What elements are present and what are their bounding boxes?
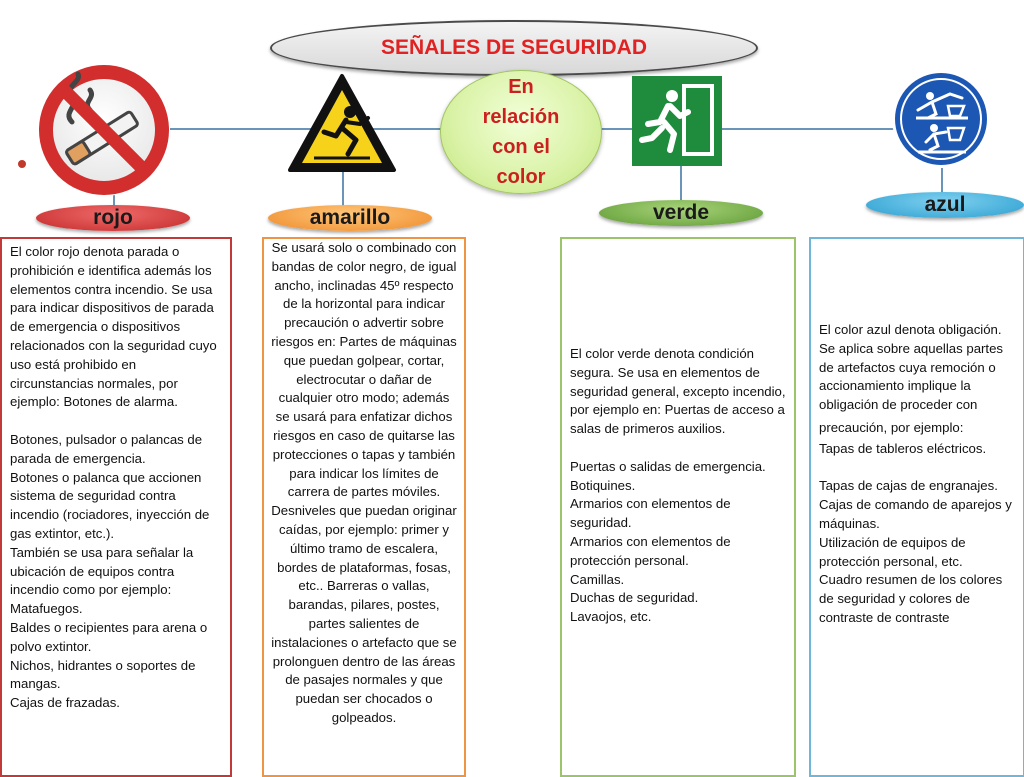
label-rojo-text: rojo [93, 206, 133, 229]
connector-line-verde [680, 166, 682, 202]
center-node [440, 70, 602, 194]
verde-description: El color verde denota condición segura. Se usa en elementos de seguridad general, excepto incendio, por ejemplo en: Puertas de acceso a salas de primeros auxilios. [570, 346, 786, 437]
bullet-dot [18, 160, 26, 168]
amarillo-description: Se usará solo o combinado con bandas de color negro, de igual ancho, inclinadas 45º respecto de la horizontal para indicar precaución o advertir sobre riesgos en: Partes de máquinas que puedan golpear, cortar, electrocutar o dañar de cualquier otro modo; además se usará para enfatizar dichos riesgos en caso de quitarse las protecciones o tapas y también para indicar los límites de carrera de partes móviles. Desniveles que puedan originar caídas, por ejemplo: primer y último tramo de escalera, bordes de plataformas, fosas, etc.. Barreras o vallas, barandas, pilares, postes, partes salientes de instalaciones o artefacto que se prolonguen dentro de las áreas de pasajes normales y que puedan ser chocados o golpeados. [271, 240, 457, 725]
diagram-title-text: SEÑALES DE SEGURIDAD [380, 36, 648, 59]
label-rojo [36, 205, 190, 231]
label-azul [866, 192, 1024, 218]
rojo-description: El color rojo denota parada o prohibición e identifica además los elementos contra incendio. Se usa para indicar dispositivos de parada de emergencia o dispositivos relacionados con la seguridad cuyo uso está prohibido en circunstancias normales, por ejemplo: Botones de alarma. [10, 244, 217, 410]
no-smoking-icon [34, 60, 174, 200]
box-azul [809, 237, 1024, 777]
connector-line-azul [941, 168, 943, 194]
emergency-exit-icon [632, 76, 722, 166]
azul-examples: Tapas de cajas de engranajes. Cajas de comando de aparejos y máquinas. Utilización de equipos de protección personal, etc. Cuadro resumen de los colores de seguridad y colores de contraste de contraste [819, 478, 1012, 625]
verde-examples: Puertas o salidas de emergencia. Botiquines. Armarios con elementos de seguridad. Armarios con elementos de protección personal. Camillas. Duchas de seguridad. Lavaojos, etc. [570, 458, 766, 625]
center-node-text: En relación con el color [482, 76, 560, 188]
azul-example-1: Tapas de tableros eléctricos. [819, 440, 987, 456]
label-verde-text: verde [652, 201, 710, 224]
box-rojo [0, 237, 232, 777]
azul-description-cont: precaución, por ejemplo: [819, 419, 964, 435]
box-verde [560, 237, 796, 777]
mandatory-workers-icon [890, 68, 992, 170]
box-amarillo [262, 237, 466, 777]
label-amarillo-text: amarillo [309, 206, 391, 229]
slippery-floor-warning-icon [286, 72, 398, 174]
rojo-examples: Botones, pulsador o palancas de parada de emergencia. Botones o palanca que accionen sistema de seguridad contra incendio (rociadores, inyección de gas extintor, etc.). También se usa para señalar la ubicación de equipos contra incendio como por ejemplo: Matafuegos. Baldes o recipientes para arena o polvo extintor. Nichos, hidrantes o soportes de mangas. Cajas de frazadas. [10, 431, 210, 711]
label-verde [599, 200, 763, 226]
label-amarillo [268, 205, 432, 231]
label-azul-text: azul [924, 193, 966, 216]
connector-line-amarillo [342, 172, 344, 206]
azul-description: El color azul denota obligación. Se aplica sobre aquellas partes de artefactos cuya remoción o accionamiento implique la obligación de proceder con [819, 322, 1004, 413]
diagram-title [270, 20, 758, 76]
